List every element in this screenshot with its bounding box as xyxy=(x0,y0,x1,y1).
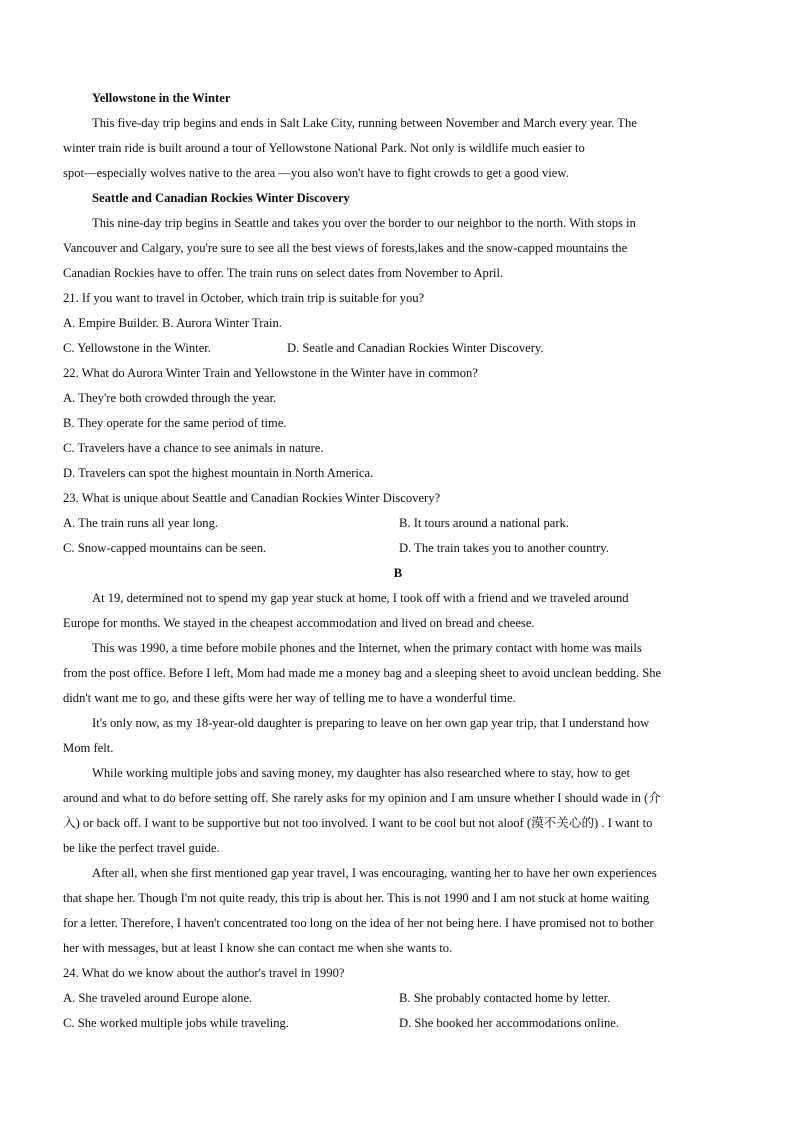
seattle-line-1: This nine-day trip begins in Seattle and takes you over the border to our neighbor to the north. With stops in xyxy=(92,216,636,230)
q24-option-a: A. She traveled around Europe alone. xyxy=(63,991,253,1005)
yellowstone-line-3: spot—especially wolves native to the area —you also won't have to fight crowds to get a good view. xyxy=(63,166,569,180)
passage-b-line-15: her with messages, but at least I know she can contact me when she wants to. xyxy=(63,941,453,955)
heading-seattle: Seattle and Canadian Rockies Winter Discovery xyxy=(92,191,350,205)
passage-b-line-5: didn't want me to go, and these gifts were her way of telling me to have a wonderful time. xyxy=(63,691,516,705)
yellowstone-line-2: winter train ride is built around a tour of Yellowstone National Park. Not only is wildlife much easier to xyxy=(63,141,585,155)
passage-b-line-11: be like the perfect travel guide. xyxy=(63,841,220,855)
yellowstone-line-1: This five-day trip begins and ends in Salt Lake City, running between November and March every year. The xyxy=(92,116,637,130)
section-b-heading: B xyxy=(393,566,403,580)
q23-options-ab xyxy=(63,511,733,536)
passage-b-line-9: around and what to do before setting off. She rarely asks for my opinion and I am unsure whether I should wade in (介 xyxy=(63,791,661,805)
passage-b-line-10: 入) or back off. I want to be supportive but not too involved. I want to be cool but not aloof (漠不关心的) . I want to xyxy=(63,816,653,830)
q24-options-ab xyxy=(63,986,733,1011)
q23-option-b: B. It tours around a national park. xyxy=(399,516,569,530)
q23-option-c: C. Snow-capped mountains can be seen. xyxy=(63,541,267,555)
passage-b-line-12: After all, when she first mentioned gap year travel, I was encouraging, wanting her to have her own experiences xyxy=(92,866,657,880)
q23-option-d: D. The train takes you to another country. xyxy=(399,541,609,555)
document-page xyxy=(63,86,733,1036)
q24-question: 24. What do we know about the author's travel in 1990? xyxy=(63,966,345,980)
q21-option-d: D. Seatle and Canadian Rockies Winter Discovery. xyxy=(287,341,544,355)
q23-options-cd xyxy=(63,536,733,561)
seattle-line-3: Canadian Rockies have to offer. The train runs on select dates from November to April. xyxy=(63,266,504,280)
q24-option-d: D. She booked her accommodations online. xyxy=(399,1016,619,1030)
q23-option-a: A. The train runs all year long. xyxy=(63,516,219,530)
passage-b-line-2: Europe for months. We stayed in the cheapest accommodation and lived on bread and cheese. xyxy=(63,616,535,630)
passage-b-line-1: At 19, determined not to spend my gap year stuck at home, I took off with a friend and we traveled around xyxy=(92,591,629,605)
q22-option-b: B. They operate for the same period of time. xyxy=(63,416,287,430)
passage-b-line-8: While working multiple jobs and saving money, my daughter has also researched where to stay, how to get xyxy=(92,766,631,780)
q23-question: 23. What is unique about Seattle and Canadian Rockies Winter Discovery? xyxy=(63,491,441,505)
q24-options-cd xyxy=(63,1011,733,1036)
q22-option-a: A. They're both crowded through the year. xyxy=(63,391,277,405)
q22-option-c: C. Travelers have a chance to see animals in nature. xyxy=(63,441,324,455)
q24-option-c: C. She worked multiple jobs while traveling. xyxy=(63,1016,289,1030)
q22-option-d: D. Travelers can spot the highest mountain in North America. xyxy=(63,466,374,480)
passage-b-line-13: that shape her. Though I'm not quite ready, this trip is about her. This is not 1990 and I am not stuck at home waiting xyxy=(63,891,650,905)
q24-option-b: B. She probably contacted home by letter. xyxy=(399,991,611,1005)
passage-b-line-6: It's only now, as my 18-year-old daughter is preparing to leave on her own gap year trip, that I understand how xyxy=(92,716,650,730)
passage-b-line-3: This was 1990, a time before mobile phones and the Internet, when the primary contact with home was mails xyxy=(92,641,642,655)
q21-option-c: C. Yellowstone in the Winter. xyxy=(63,341,211,355)
passage-b-line-4: from the post office. Before I left, Mom had made me a money bag and a sleeping sheet to avoid unclean bedding. She xyxy=(63,666,662,680)
q21-option-ab: A. Empire Builder. B. Aurora Winter Train. xyxy=(63,316,282,330)
q21-question: 21. If you want to travel in October, which train trip is suitable for you? xyxy=(63,291,425,305)
passage-b-line-14: for a letter. Therefore, I haven't concentrated too long on the idea of her not being here. I have promised not to bother xyxy=(63,916,654,930)
heading-yellowstone: Yellowstone in the Winter xyxy=(92,91,231,105)
q21-options-cd xyxy=(63,336,733,361)
q22-question: 22. What do Aurora Winter Train and Yellowstone in the Winter have in common? xyxy=(63,366,478,380)
seattle-line-2: Vancouver and Calgary, you're sure to see all the best views of forests,lakes and the snow-capped mountains the xyxy=(63,241,628,255)
passage-b-line-7: Mom felt. xyxy=(63,741,114,755)
